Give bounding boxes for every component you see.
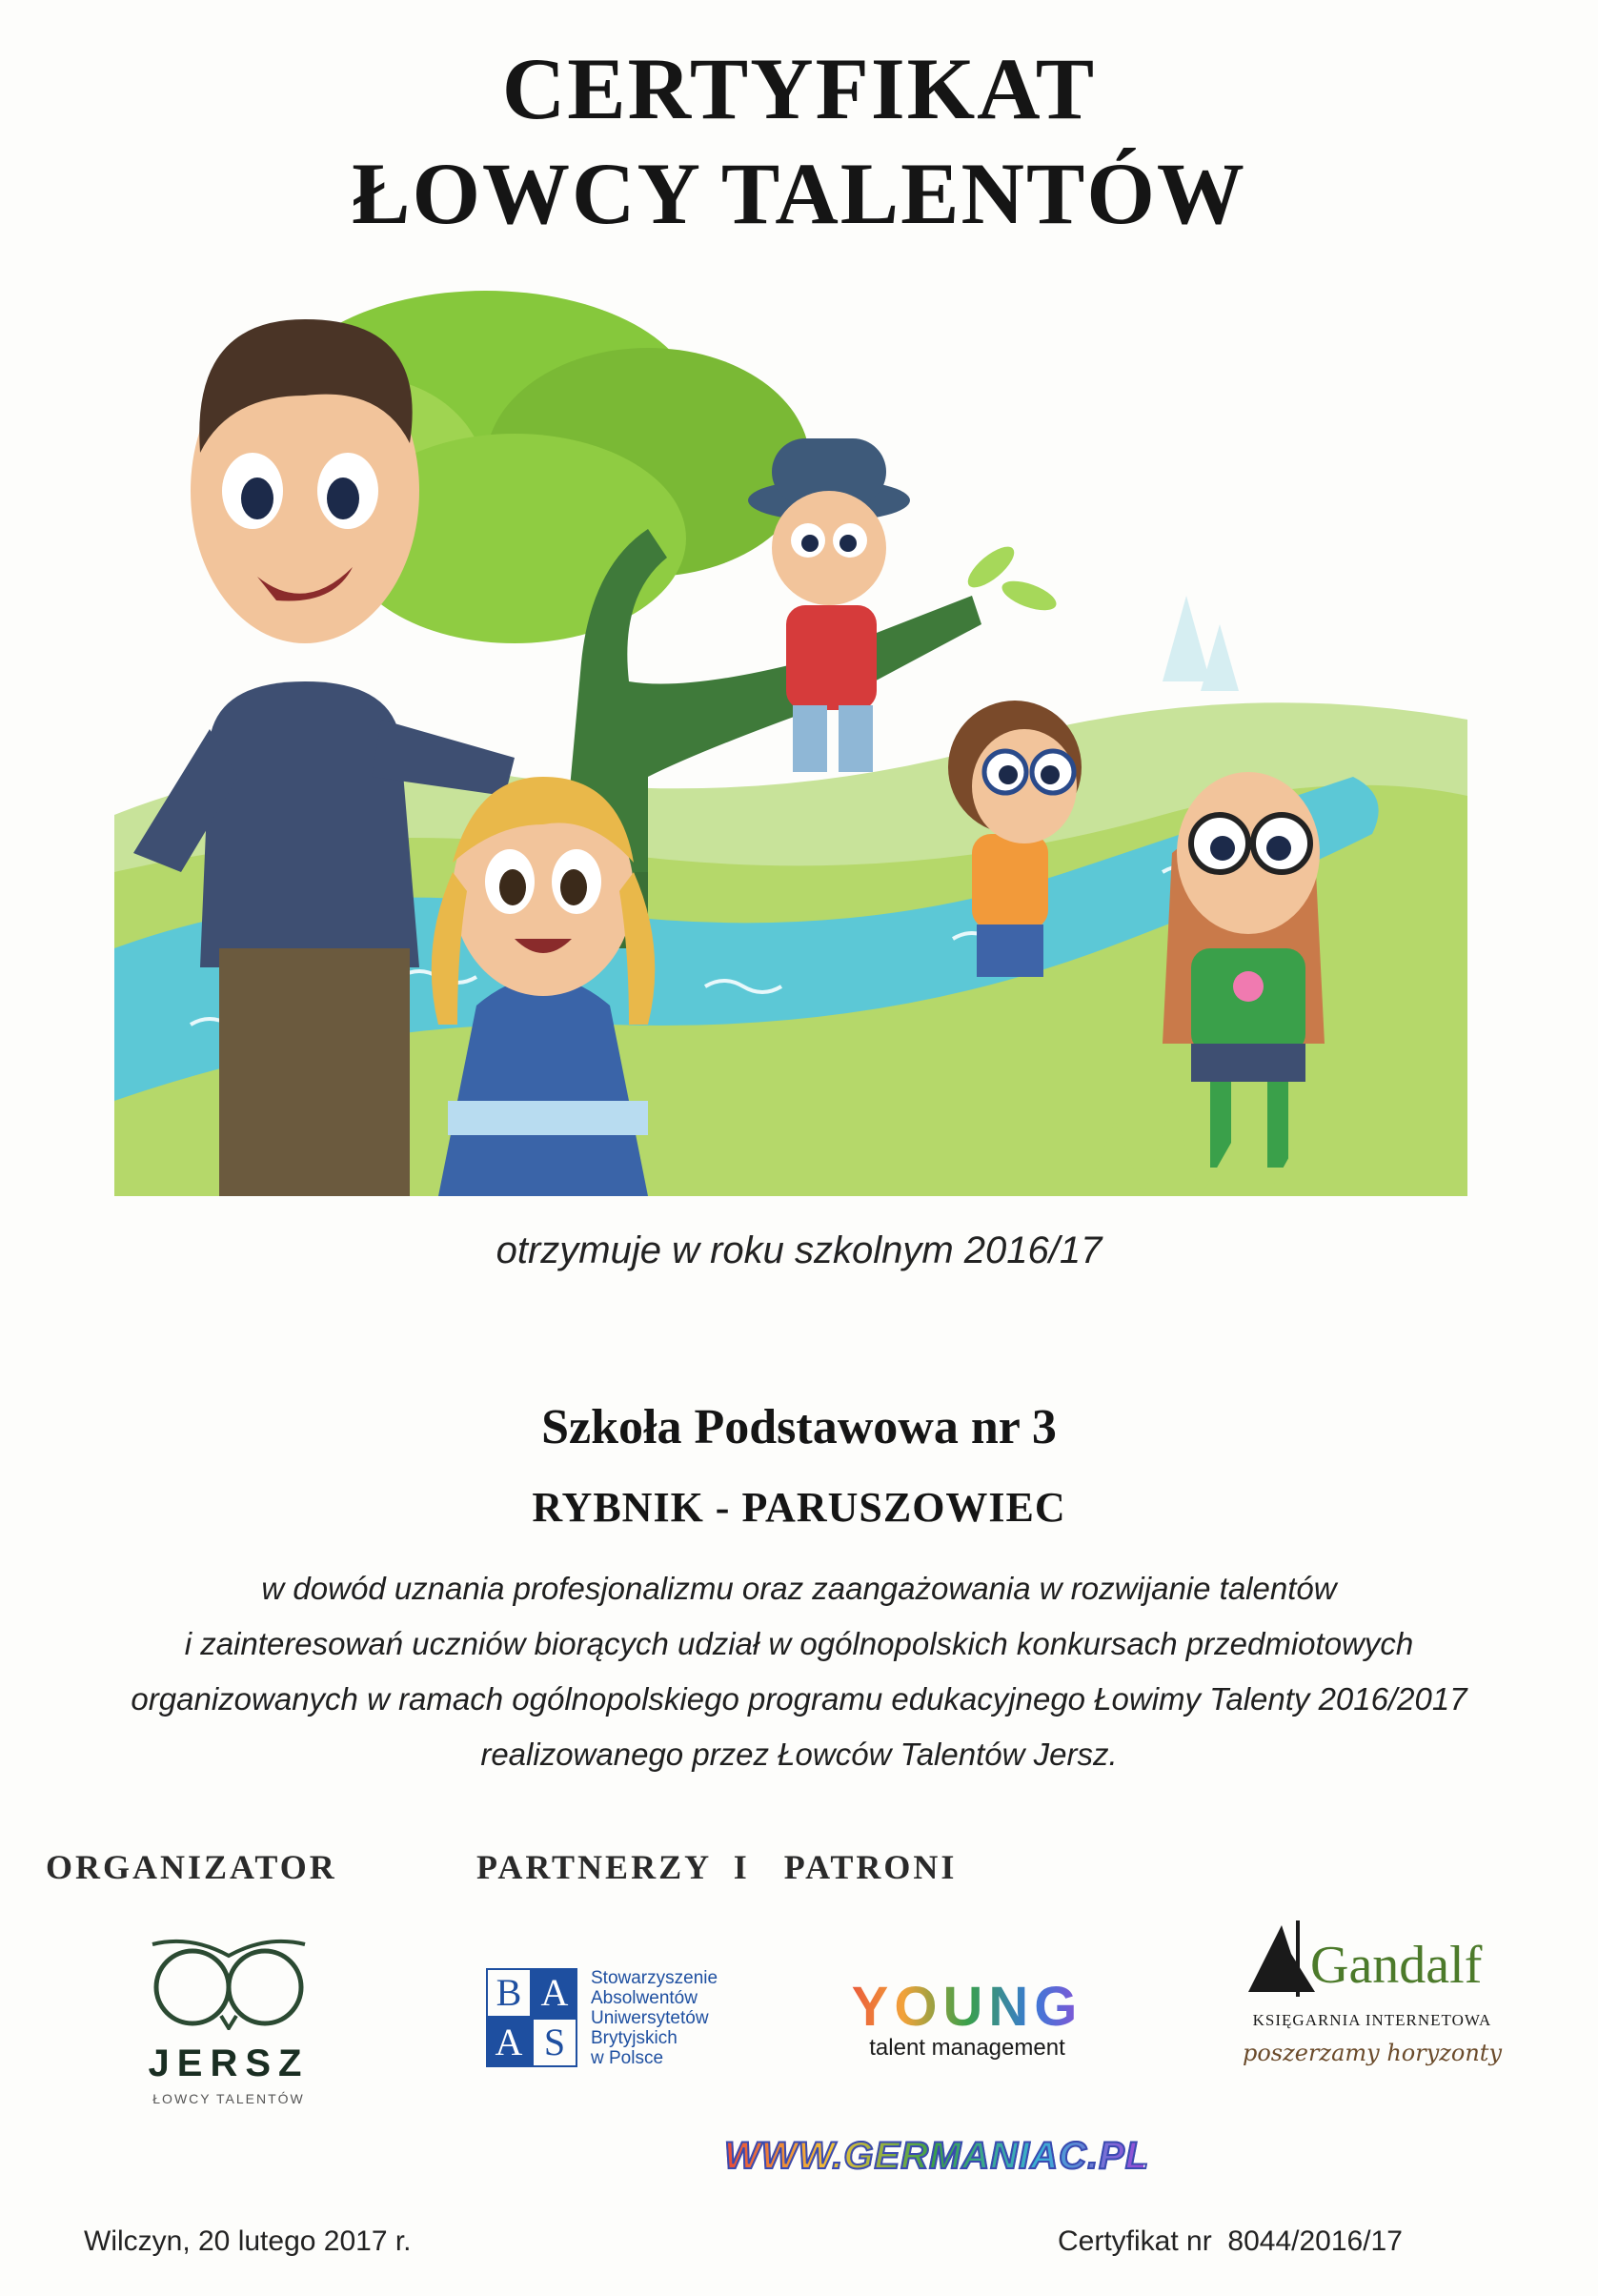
certificate-number-label: Certyfikat nr [1058,2225,1212,2257]
bas-line-1: Stowarzyszenie [591,1968,718,1988]
certificate-number-value: 8044/2016/17 [1227,2225,1403,2257]
certificate-title-line1: CERTYFIKAT [501,40,1097,137]
young-logo-sub: talent management [869,2035,1065,2061]
gandalf-logo-name: Gandalf [1310,1936,1483,1995]
bas-letters [486,1968,577,2067]
partners-heading: PARTNERZY I PATRONI [476,1848,958,1886]
description-line-3: organizowanych w ramach ogólnopolskiego programu edukacyjnego Łowimy Talenty 2016/2017 [131,1681,1467,1717]
bas-letter-s: S [532,2018,577,2067]
germaniac-logo: WWW.GERMANIAC.PL [724,2135,1143,2188]
organizer-heading: ORGANIZATOR [46,1848,337,1886]
bas-text [591,1968,718,2068]
bas-line-3: Uniwersytetów [591,2008,709,2028]
young-logo-name: YOUNG [839,1975,1096,2039]
bas-line-2: Absolwentów [591,1988,698,2008]
recipient-city: RYBNIK - PARUSZOWIEC [532,1484,1066,1531]
gandalf-logo-tagline: poszerzamy horyzonty [1242,2040,1503,2066]
jersz-logo-sub: ŁOWCY TALENTÓW [152,2091,305,2106]
bas-logo [486,1968,781,2073]
bas-line-4: Brytyjskich [591,2028,678,2048]
bas-letter-a1: A [532,1968,577,2018]
bas-letter-a2: A [486,2018,532,2067]
certificate-illustration [114,281,1467,1196]
owl-eyes-icon [133,1935,324,2030]
recipient-name: Szkoła Podstawowa nr 3 [541,1400,1057,1454]
certificate-title-line2: ŁOWCY TALENTÓW [352,145,1246,242]
description-line-2: i zainteresowań uczniów biorących udział w ogólnopolskich konkursach przedmiotowych [184,1626,1414,1661]
school-year-intro: otrzymuje w roku szkolnym 2016/17 [496,1229,1102,1271]
gandalf-logo-sub: KSIĘGARNIA INTERNETOWA [1252,2011,1492,2029]
gandalf-logo [1220,1916,1525,2097]
description-line-1: w dowód uznania profesjonalizmu oraz zaangażowania w rozwijanie talentów [261,1571,1337,1606]
description-line-4: realizowanego przez Łowców Talentów Jersz. [480,1737,1118,1772]
place-and-date: Wilczyn, 20 lutego 2017 r. [84,2225,412,2257]
jersz-logo-name: JERSZ [148,2042,310,2084]
bas-line-5: w Polsce [591,2048,664,2068]
young-logo [839,1975,1096,2061]
jersz-logo [133,1935,324,2125]
certificate-number [1058,2225,1403,2258]
bas-letter-b: B [486,1968,532,2018]
